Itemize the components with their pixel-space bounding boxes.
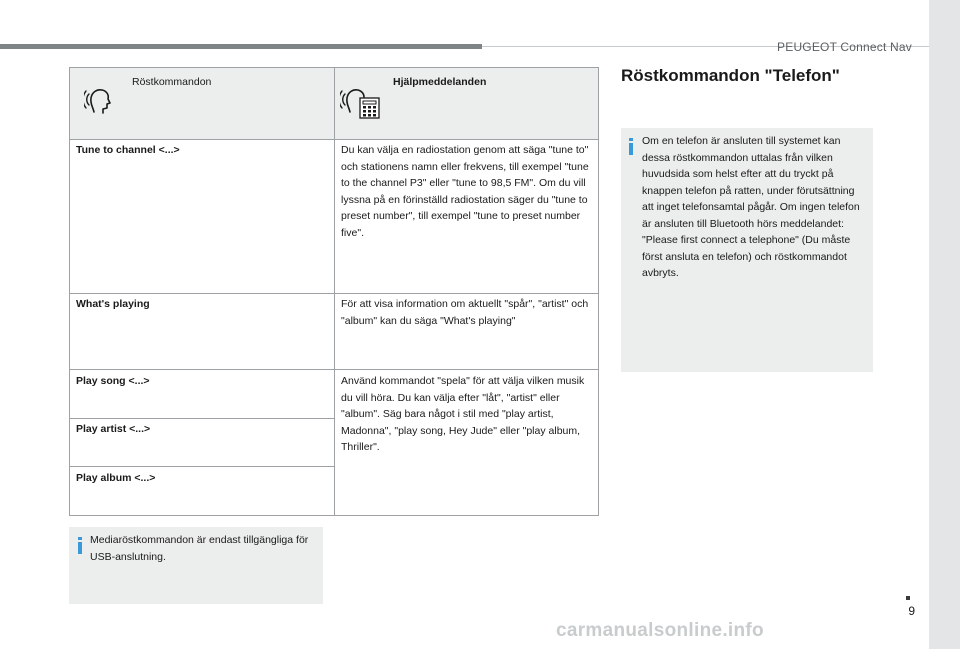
command-tune-to-channel: Tune to channel <...> <box>76 144 180 156</box>
brand-header: PEUGEOT Connect Nav <box>777 40 912 54</box>
command-play-artist: Play artist <...> <box>76 423 151 435</box>
command-play-song: Play song <...> <box>76 375 150 387</box>
row-divider <box>70 418 334 419</box>
row-divider <box>70 293 598 294</box>
help-play-media: Använd kommandot "spela" för att välja vilken musik du vill höra. Du kan välja efter "låt", "artist" eller "album". Säg bara något i stil med "play artist, Madonna", "play song, Hey Jude" eller "play album, Thriller". <box>341 375 585 453</box>
row-divider <box>70 139 598 140</box>
help-message-icon <box>340 82 384 120</box>
watermark: carmanualsonline.info <box>556 620 764 641</box>
usb-note-box <box>69 527 323 604</box>
page-number: 9 <box>908 604 915 618</box>
phone-note-text: Om en telefon är ansluten till systemet kan dessa röstkommandon uttalas från vilken huvudsida som helst efter att du tryckt på knappen telefon på ratten, under förutsättning att inget telefonsamtal pågår. Om ingen telefon är ansluten till Bluetooth hörs meddelandet: "Please first connect a telephone" (Du måste först ansluta en telefon) och röstkommandot avbryts. <box>642 135 860 279</box>
column-divider <box>334 68 335 515</box>
command-whats-playing: What's playing <box>76 298 150 310</box>
top-rule-dark <box>0 44 482 49</box>
voice-command-icon <box>84 82 116 118</box>
voice-command-table <box>69 67 599 516</box>
help-tune-to-channel: Du kan välja en radiostation genom att säga "tune to" och stationens namn eller frekvens, till exempel "tune to the channel P3" eller "tune to 98,5 FM". Om du vill lyssna på en förinställd radiostation säger du "tune to preset number", till exempel "tune to preset number five". <box>341 144 589 239</box>
row-divider <box>70 369 598 370</box>
usb-note-text: Mediaröstkommandon är endast tillgängliga för USB-anslutning. <box>90 534 309 563</box>
side-tab-strip <box>929 0 960 649</box>
command-play-album: Play album <...> <box>76 472 156 484</box>
table-header-commands: Röstkommandon <box>132 76 212 88</box>
help-whats-playing: För att visa information om aktuellt "spår", "artist" och "album" kan du säga "What's playing" <box>341 298 589 327</box>
section-title-phone: Röstkommandon "Telefon" <box>621 66 840 85</box>
page-marker <box>906 596 910 600</box>
phone-note-box <box>621 128 873 372</box>
info-icon <box>78 537 82 557</box>
info-icon <box>629 138 633 158</box>
table-header-help: Hjälpmeddelanden <box>393 76 487 88</box>
row-divider <box>70 466 334 467</box>
